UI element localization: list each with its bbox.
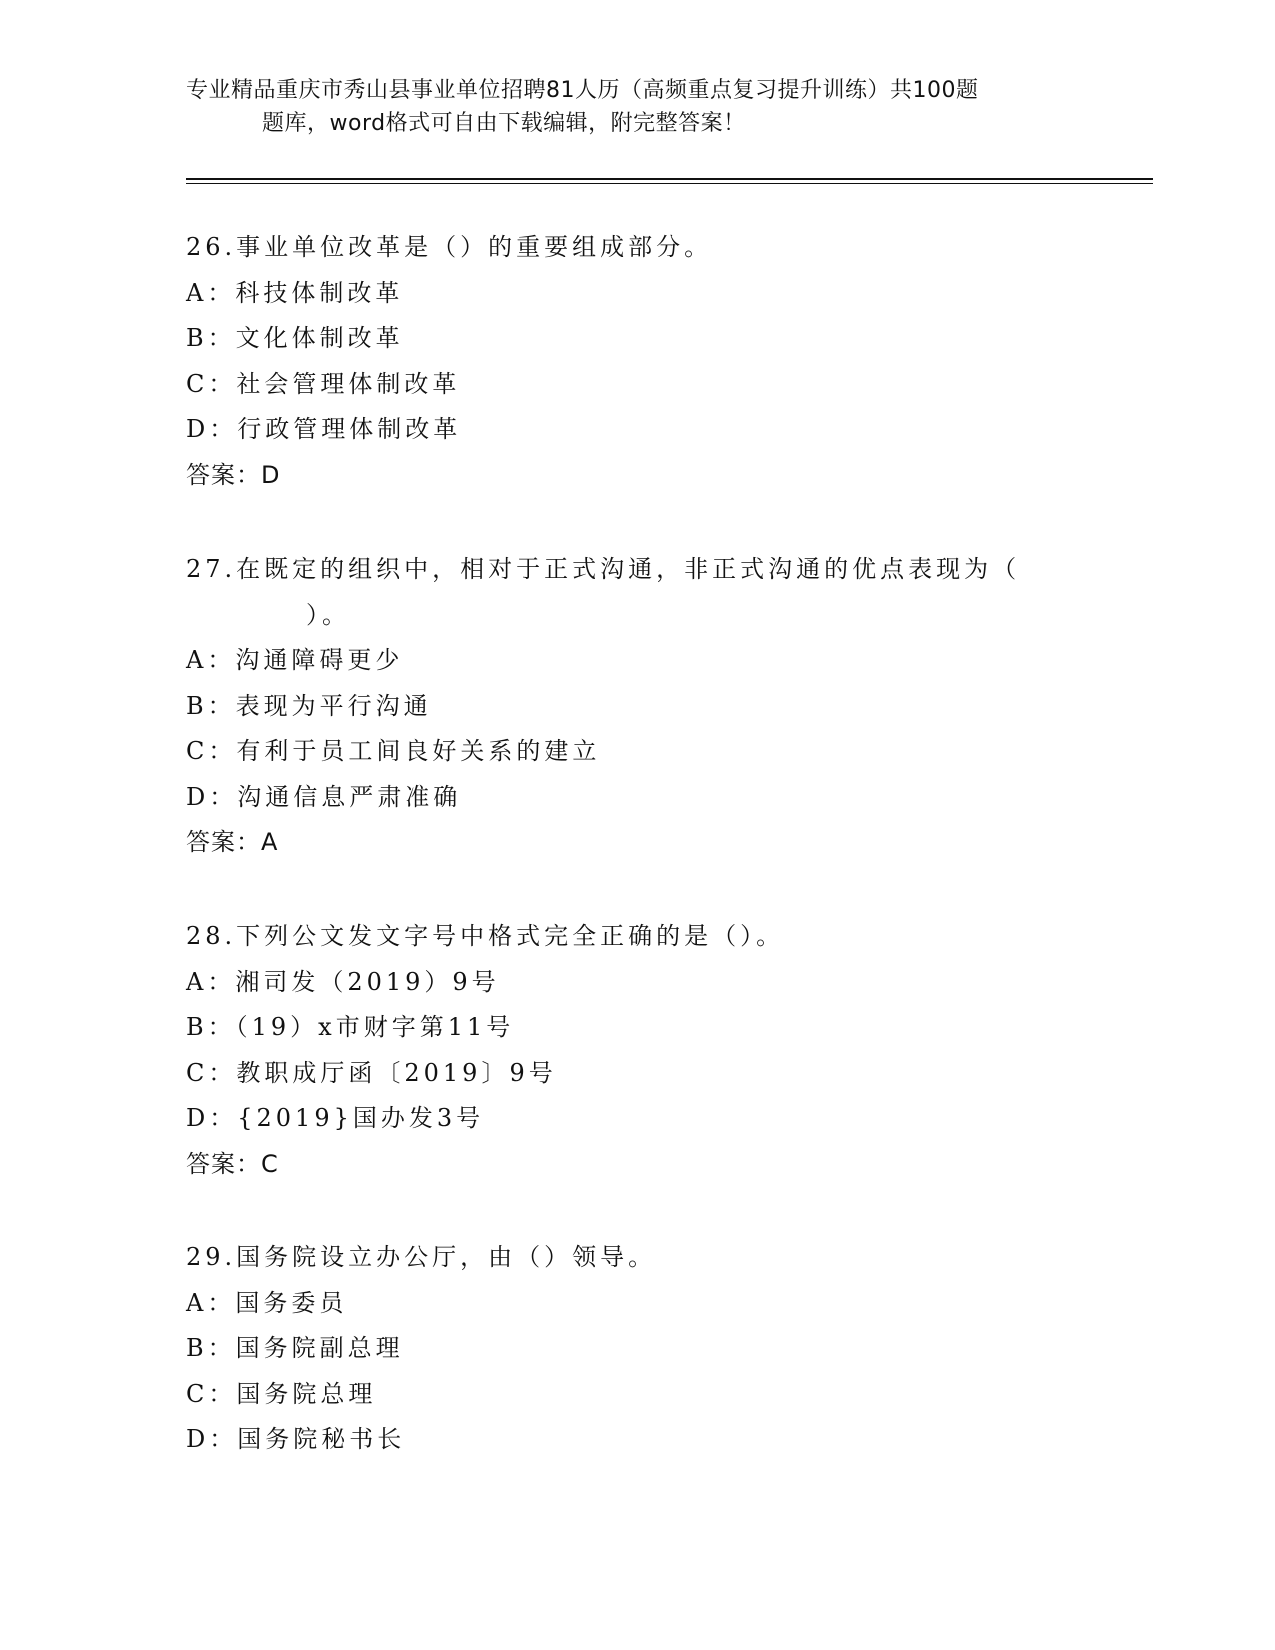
question-29 — [186, 1235, 1066, 1463]
question-stem-continuation: ）。 — [306, 600, 350, 629]
question-26 — [186, 225, 1066, 498]
question-stem: 28.下列公文发文字号中格式完全正确的是（）。 — [186, 922, 785, 950]
option-d: D：{2019}国办发3号 — [186, 1104, 485, 1132]
header-divider-thick — [186, 178, 1153, 180]
option-d: D：行政管理体制改革 — [186, 415, 462, 443]
header-title-line-1: 专业精品重庆市秀山县事业单位招聘81人历（高频重点复习提升训练）共100题 — [186, 78, 979, 103]
document-header — [186, 74, 1066, 140]
question-28 — [186, 914, 1066, 1187]
option-b: B：文化体制改革 — [186, 324, 404, 352]
option-b: B：国务院副总理 — [186, 1334, 404, 1362]
option-a: A：沟通障碍更少 — [186, 646, 404, 674]
option-d: D：国务院秘书长 — [186, 1425, 406, 1453]
answer-label: 答案：C — [186, 1149, 279, 1178]
option-a: A：湘司发（2019）9号 — [186, 967, 500, 996]
question-stem: 27.在既定的组织中，相对于正式沟通，非正式沟通的优点表现为（ — [186, 555, 1021, 583]
header-divider-thin — [186, 183, 1153, 184]
answer-label: 答案：A — [186, 828, 279, 856]
question-27 — [186, 547, 1066, 866]
option-b: B：（19）x市财字第11号 — [186, 1013, 515, 1041]
option-d: D：沟通信息严肃准确 — [186, 782, 462, 811]
option-c: C：教职成厅函〔2019〕9号 — [186, 1058, 557, 1087]
option-a: A：国务委员 — [186, 1288, 348, 1317]
option-a: A：科技体制改革 — [186, 278, 404, 307]
question-stem: 29.国务院设立办公厅，由（）领导。 — [186, 1243, 657, 1271]
option-c: C：社会管理体制改革 — [186, 369, 461, 398]
option-c: C：有利于员工间良好关系的建立 — [186, 737, 601, 765]
question-stem: 26.事业单位改革是（）的重要组成部分。 — [186, 233, 713, 261]
header-title-line-2: 题库，word格式可自由下载编辑，附完整答案！ — [262, 111, 746, 136]
option-c: C：国务院总理 — [186, 1379, 377, 1408]
option-b: B：表现为平行沟通 — [186, 691, 432, 720]
answer-label: 答案：D — [186, 460, 281, 489]
